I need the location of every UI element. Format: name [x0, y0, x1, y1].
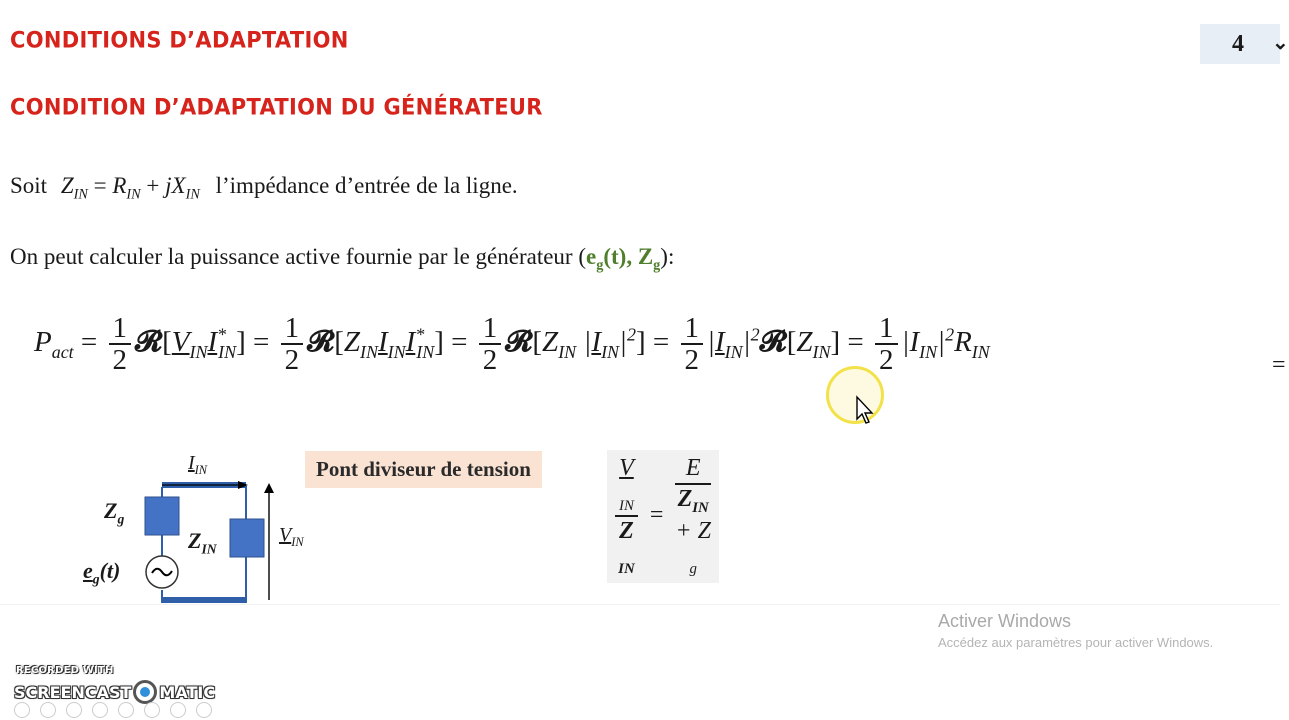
zin-label: $Z_{IN}$	[188, 528, 217, 557]
power-sentence	[10, 244, 674, 275]
social-icon	[118, 702, 134, 718]
power-equation: $P_{act}$ = $\frac{1}{2}$ $𝓡[V_{IN}I^*_{IN}]$ = $\frac{1}{2}$ $𝓡[Z_{IN}I_{IN}I^*_{IN}]$ = $\frac{1}{2}$ $𝓡[Z_{IN}$ $|I_{IN}|^2$] = $\frac{1}{2}$ $|I_{IN}|^2𝓡[Z_{IN}]$ = $\frac{1}{2}$ $|I_{IN}|^2R_{IN}$	[34, 312, 990, 377]
generator-term: $e_g(t)$, $Z_g$	[586, 244, 661, 274]
zin-component	[230, 519, 264, 557]
current-label: $I_{IN}$	[188, 452, 208, 477]
divider-formula: V $_{IN}$ Z $_{IN}$ = E $Z_{IN}$ + Z $_g$	[607, 450, 719, 583]
social-icons-row	[14, 702, 212, 718]
divider-left-fraction: V $_{IN}$ Z $_{IN}$	[615, 454, 638, 579]
source-label: $e_g(t)$	[83, 558, 121, 587]
screencast-logo	[14, 680, 215, 704]
recorded-with-text: RECORDED WITH	[16, 665, 114, 676]
page-number: 4	[1232, 30, 1244, 57]
soit-word: Soit	[10, 173, 48, 198]
mouse-cursor-icon	[856, 396, 876, 426]
zg-component	[145, 497, 179, 535]
social-icon	[170, 702, 186, 718]
power-close: ):	[660, 244, 675, 269]
slide-subtitle: CONDITION D’ADAPTATION DU GÉNÉRATEUR	[10, 94, 543, 120]
vin-label: $V_{IN}$	[279, 524, 304, 549]
impedance-sentence	[10, 173, 518, 204]
divider-line	[0, 604, 1280, 605]
social-icon	[144, 702, 160, 718]
page-number-badge[interactable]	[1200, 24, 1289, 64]
social-icon	[14, 702, 30, 718]
social-icon	[40, 702, 56, 718]
equation-overflow: =	[1272, 352, 1286, 378]
divider-right-fraction: E $Z_{IN}$ + Z $_g$	[675, 455, 711, 578]
bottom-wire	[162, 597, 246, 603]
voltage-divider-label: Pont diviseur de tension	[305, 451, 542, 488]
impedance-description: l’impédance d’entrée de la ligne.	[215, 173, 518, 198]
activation-watermark-subtitle: Accédez aux paramètres pour activer Windows.	[938, 635, 1214, 650]
voltage-arrow-icon	[264, 483, 274, 493]
social-icon	[66, 702, 82, 718]
slide-title: CONDITIONS D’ADAPTATION	[10, 27, 349, 53]
social-icon	[196, 702, 212, 718]
social-icon	[92, 702, 108, 718]
chevron-down-icon: ⌄	[1272, 32, 1289, 54]
screencast-brand-right: MATIC	[159, 682, 216, 702]
power-description: On peut calculer la puissance active fournie par le générateur (	[10, 244, 586, 269]
activation-watermark-title: Activer Windows	[938, 611, 1072, 631]
screencast-brand-left: SCREENCAST	[14, 682, 132, 702]
impedance-equation: $Z_{IN} = R_{IN} + jX_{IN}$	[60, 173, 200, 203]
record-icon	[133, 680, 157, 704]
zg-label: $Z_g$	[104, 498, 125, 527]
